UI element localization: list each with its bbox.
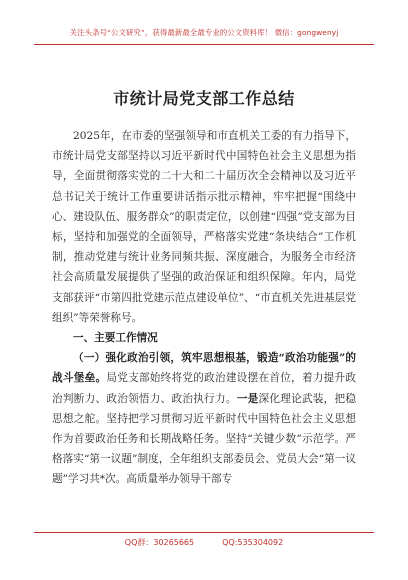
header-divider (34, 44, 374, 45)
footer-contacts (0, 537, 408, 548)
item1-title: （一）强化政治引领，筑牢思想根基，锻造“政治功能强”的战斗堡垒。 (52, 352, 356, 385)
footer-qq-group: QQ群：30265665 (124, 538, 195, 547)
item1-body-b: 深化理论武装，把稳思想之舵。坚持把学习贯彻习近平新时代中国特色社会主义思想作为首要政治任务和长期战略任务。坚持“关键少数”示范学。严格落实“第一议题”制度，全年组织支部委员会、党员大会“第一议题”学习共*次。高质量举办领导干部专 (52, 392, 357, 486)
section-heading: 一、主要工作情况 (73, 332, 158, 345)
header-banner: 关注头条号“公文研究”，获得最新最全最专业的公文资料库！ 微信：gongwenyj (69, 28, 339, 37)
document-title: 市统计局党支部工作总结 (113, 89, 295, 108)
intro-paragraph: 2025年，在市委的坚强领导和市直机关工委的有力指导下，市统计局党支部坚持以习近平新时代中国特色社会主义思想为指导，全面贯彻落实党的二十大和二十届历次全会精神以及习近平总书记关于统计工作重要讲话指示批示精神，牢牢把握“围绕中心、建设队伍、服务群众”的职责定位，以创建“四强”党支部为目标，坚持和加强党的全面领导，严格落实党建“条块结合”工作机制，推动党建与统计业务同频共振、深度融合，为服务全市经济社会高质量发展提供了坚强的政治保证和组织保障。年内，局党支部获评“市第四批党建示范点建设单位”、“市直机关先进基层党组织”等荣誉称号。 (52, 130, 356, 324)
document-body (52, 126, 356, 490)
item1-body-a: 局党支部始终将党的政治建设摆在首位，着力提升政治判断力、政治领悟力、政治执行力。 (52, 372, 357, 405)
item1-keyword: 一是 (236, 392, 259, 405)
item1-paragraph (52, 348, 356, 489)
footer-qq: QQ:535304092 (222, 538, 284, 547)
footer-divider (34, 532, 374, 533)
